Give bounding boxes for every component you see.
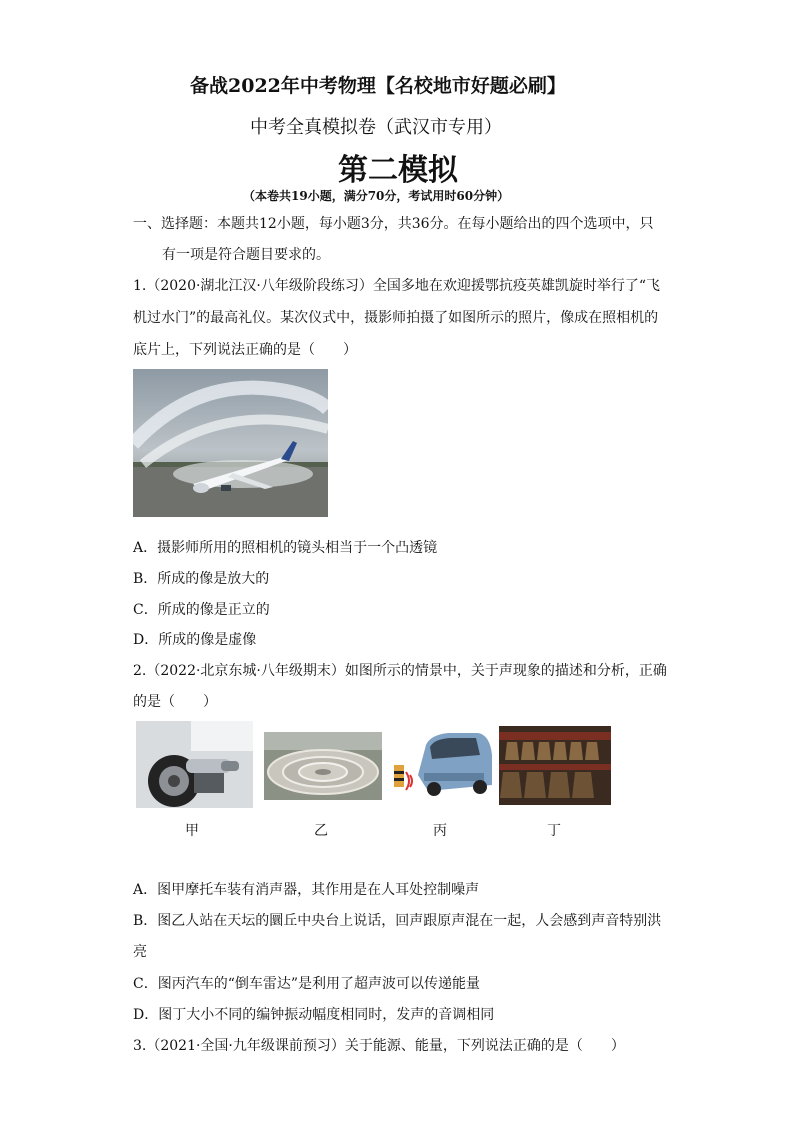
q2-option-b: B．图乙人站在天坛的圜丘中央台上说话，回声跟原声混在一起，人会感到声音特别洪 (133, 913, 662, 929)
q2-option-b-cont: 亮 (133, 944, 147, 960)
chime-bells-photo (499, 726, 611, 805)
airplane-water-salute-photo (133, 369, 328, 517)
q2-line2: 的是（ ） (133, 694, 217, 710)
q1-line2: 机过水门”的最高礼仪。某次仪式中，摄影师拍摄了如图所示的照片，像成在照相机的 (133, 310, 659, 326)
q1-line1: 1.（2020·湖北江汉·八年级阶段练习）全国多地在欢迎援鄂抗疫英雄凯旋时举行了“飞 (133, 278, 661, 294)
exam-title: 备战2022年中考物理【名校地市好题必刷】 (190, 75, 566, 97)
section1-line1: 一、选择题：本题共12小题，每小题3分，共36分。在每小题给出的四个选项中，只 (133, 216, 654, 232)
caption-yi: 乙 (314, 823, 328, 839)
caption-bing: 丙 (433, 823, 447, 839)
q1-option-c: C．所成的像是正立的 (133, 602, 270, 618)
caption-jia: 甲 (185, 823, 199, 839)
car-reversing-radar-image (388, 725, 495, 805)
q2-option-a: A．图甲摩托车装有消声器，其作用是在人耳处控制噪声 (133, 882, 480, 898)
q2-option-d: D．图丁大小不同的编钟振动幅度相同时，发声的音调相同 (133, 1007, 495, 1023)
q1-option-a: A．摄影师所用的照相机的镜头相当于一个凸透镜 (133, 540, 438, 556)
q2-line1: 2.（2022·北京东城·八年级期末）如图所示的情景中，关于声现象的描述和分析，正确 (133, 663, 667, 679)
motorcycle-muffler-photo (136, 721, 253, 808)
q1-option-b: B．所成的像是放大的 (133, 571, 270, 587)
q3-line1: 3.（2021·全国·九年级课前预习）关于能源、能量，下列说法正确的是（ ） (133, 1038, 625, 1054)
section1-line2: 有一项是符合题目要求的。 (162, 247, 330, 263)
temple-of-heaven-altar-photo (264, 732, 382, 800)
q1-option-d: D．所成的像是虚像 (133, 632, 257, 648)
caption-ding: 丁 (547, 823, 561, 839)
exam-subtitle: 中考全真模拟卷（武汉市专用） (250, 117, 502, 138)
q1-line3: 底片上，下列说法正确的是（ ） (133, 342, 357, 358)
exam-note: （本卷共19小题，满分70分，考试用时60分钟） (243, 189, 510, 203)
q2-option-c: C．图丙汽车的“倒车雷达”是利用了超声波可以传递能量 (133, 976, 481, 992)
mock-title: 第二模拟 (338, 153, 458, 188)
